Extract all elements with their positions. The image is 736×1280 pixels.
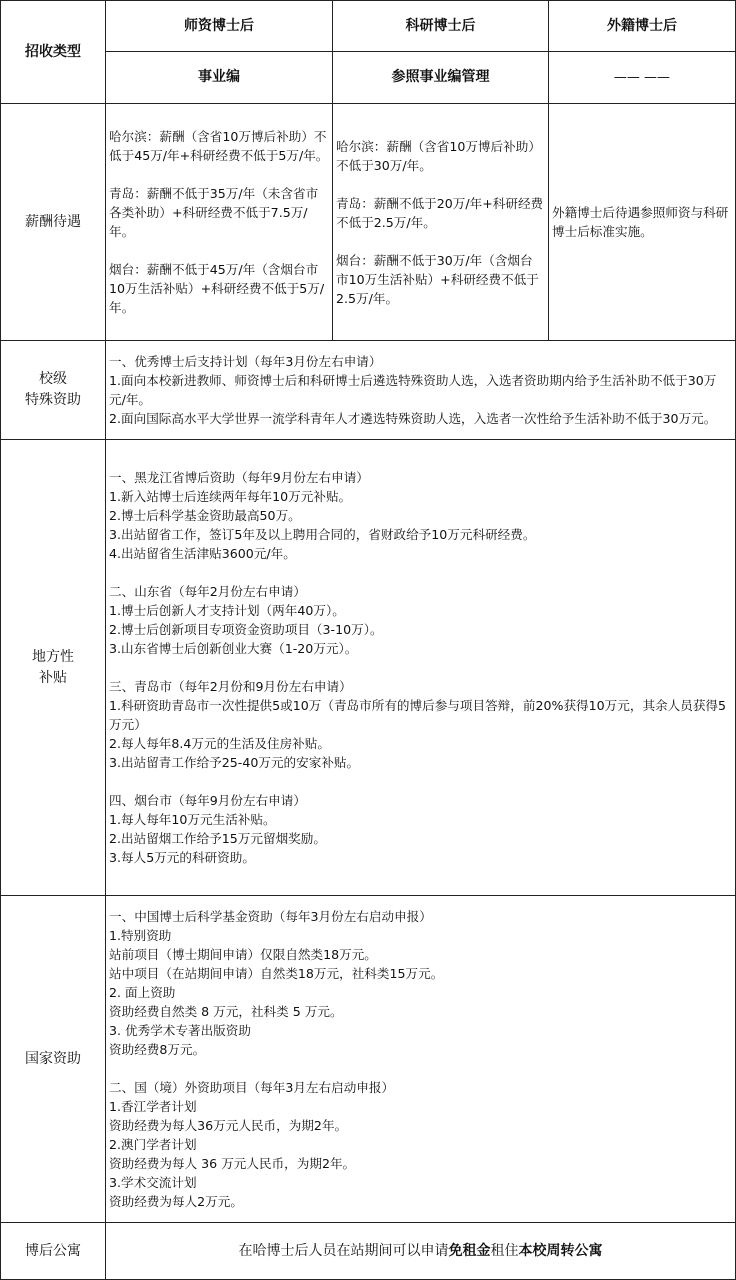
school-funding-label <box>1 341 106 440</box>
overseas-fund-heading: 二、国（境）外资助项目（每年3月左右启动申报） <box>109 1080 395 1095</box>
school-funding-heading: 一、优秀博士后支持计划（每年3月份左右申请） <box>109 354 382 369</box>
local-heilongjiang-item: 4.出站留省生活津贴3600元/年。 <box>109 546 296 561</box>
school-funding-content <box>106 341 736 440</box>
apartment-label: 博后公寓 <box>1 1223 106 1280</box>
salary-faculty-harbin: 哈尔滨：薪酬（含省10万博后补助）不低于45万/年+科研经费不低于5万/年。 <box>109 129 329 163</box>
header-research-postdoc: 科研博士后 <box>333 1 549 52</box>
local-yantai-item: 3.每人5万元的科研资助。 <box>109 850 255 865</box>
school-funding-item-2: 2.面向国际高水平大学世界一流学科青年人才遴选特殊资助人选，入选者一次性给予生活补助不低于30万元。 <box>109 411 717 426</box>
local-subsidy-label <box>1 440 106 896</box>
salary-faculty-qingdao: 青岛：薪酬不低于35万/年（未含省市各类补助）+科研经费不低于7.5万/年。 <box>109 186 319 239</box>
overseas-fund-item: 2.澳门学者计划 <box>109 1137 197 1152</box>
subtitle-foreign-postdoc: —— —— <box>549 52 736 104</box>
overseas-fund-item: 资助经费为每人36万元人民币，为期2年。 <box>109 1118 348 1133</box>
overseas-fund-item: 3.学术交流计划 <box>109 1175 197 1190</box>
national-fund-item: 站前项目（博士期间申请）仅限自然类18万元。 <box>109 947 377 962</box>
local-heilongjiang-item: 1.新入站博士后连续两年每年10万元补贴。 <box>109 489 352 504</box>
local-subsidy-label-line1: 地方性 <box>32 648 74 665</box>
salary-research-cell <box>333 104 549 341</box>
national-funding-label: 国家资助 <box>1 896 106 1223</box>
apartment-content <box>106 1223 736 1280</box>
local-shandong-item: 2.博士后创新项目专项资金资助项目（3-10万）。 <box>109 622 383 637</box>
subtitle-faculty-postdoc: 事业编 <box>106 52 333 104</box>
local-heilongjiang-item: 2.博士后科学基金资助最高50万。 <box>109 508 301 523</box>
local-qingdao-item: 3.出站留青工作给予25-40万元的安家补贴。 <box>109 755 360 770</box>
national-fund-heading: 一、中国博士后科学基金资助（每年3月份左右启动申报） <box>109 909 432 924</box>
school-funding-label-line2: 特殊资助 <box>25 392 81 408</box>
recruit-type-label: 招收类型 <box>1 1 106 104</box>
apartment-text-c: 租住 <box>490 1242 519 1259</box>
local-subsidy-label-line2: 补贴 <box>39 669 67 686</box>
apartment-text-a: 在哈博士后人员在站期间可以申请 <box>238 1242 449 1259</box>
local-qingdao-item: 1.科研资助青岛市一次性提供5或10万（青岛市所有的博后参与项目答辩，前20%获得10万元，其余人员获得5万元） <box>109 698 727 732</box>
local-shandong-heading: 二、山东省（每年2月份左右申请） <box>109 584 306 599</box>
local-qingdao-heading: 三、青岛市（每年2月份和9月份左右申请） <box>109 679 352 694</box>
national-fund-item: 站中项目（在站期间申请）自然类18万元，社科类15万元。 <box>109 966 444 981</box>
national-fund-item: 1.特别资助 <box>109 928 172 943</box>
salary-research-qingdao: 青岛：薪酬不低于20万/年+科研经费不低于2.5万/年。 <box>336 195 544 230</box>
local-heilongjiang-item: 3.出站留省工作，签订5年及以上聘用合同的，省财政给予10万元科研经费。 <box>109 527 536 542</box>
overseas-fund-item: 1.香江学者计划 <box>109 1099 197 1114</box>
national-fund-item: 资助经费8万元。 <box>109 1042 206 1057</box>
local-yantai-item: 1.每人每年10万元生活补贴。 <box>109 812 276 827</box>
local-yantai-item: 2.出站留烟工作给予15万元留烟奖励。 <box>109 831 326 846</box>
salary-research-yantai: 烟台：薪酬不低于30万/年（含烟台市10万生活补贴）+科研经费不低于2.5万/年。 <box>336 252 539 306</box>
national-funding-content <box>106 896 736 1223</box>
salary-faculty-yantai: 烟台：薪酬不低于45万/年（含烟台市10万生活补贴）+科研经费不低于5万/年。 <box>109 262 325 315</box>
header-faculty-postdoc: 师资博士后 <box>106 1 333 52</box>
overseas-fund-item: 资助经费为每人 36 万元人民币，为期2年。 <box>109 1156 356 1171</box>
national-fund-item: 2. 面上资助 <box>109 985 176 1000</box>
overseas-fund-item: 资助经费为每人2万元。 <box>109 1194 243 1209</box>
school-funding-label-line1: 校级 <box>39 371 67 387</box>
salary-foreign-cell <box>549 104 736 341</box>
local-heilongjiang-heading: 一、黑龙江省博后资助（每年9月份左右申请） <box>109 470 369 485</box>
salary-research-harbin: 哈尔滨：薪酬（含省10万博后补助）不低于30万/年。 <box>336 138 541 173</box>
local-shandong-item: 3.山东省博士后创新创业大赛（1-20万元）。 <box>109 641 358 656</box>
local-subsidy-content <box>106 440 736 896</box>
apartment-text-rent-free: 免租金 <box>448 1242 491 1259</box>
local-qingdao-item: 2.每人每年8.4万元的生活及住房补贴。 <box>109 736 330 751</box>
national-fund-item: 资助经费自然类 8 万元，社科类 5 万元。 <box>109 1004 343 1019</box>
salary-label: 薪酬待遇 <box>1 104 106 341</box>
header-foreign-postdoc: 外籍博士后 <box>549 1 736 52</box>
local-shandong-item: 1.博士后创新人才支持计划（两年40万）。 <box>109 603 345 618</box>
salary-faculty-cell <box>106 104 333 341</box>
apartment-text-dorm: 本校周转公寓 <box>518 1242 603 1259</box>
subtitle-research-postdoc: 参照事业编管理 <box>333 52 549 104</box>
school-funding-item-1: 1.面向本校新进教师、师资博士后和科研博士后遴选特殊资助人选，入选者资助期内给予生活补助不低于30万元/年。 <box>109 373 717 407</box>
national-fund-item: 3. 优秀学术专著出版资助 <box>109 1023 251 1038</box>
salary-foreign-text: 外籍博士后待遇参照师资与科研博士后标准实施。 <box>552 205 729 239</box>
local-yantai-heading: 四、烟台市（每年9月份左右申请） <box>109 793 306 808</box>
